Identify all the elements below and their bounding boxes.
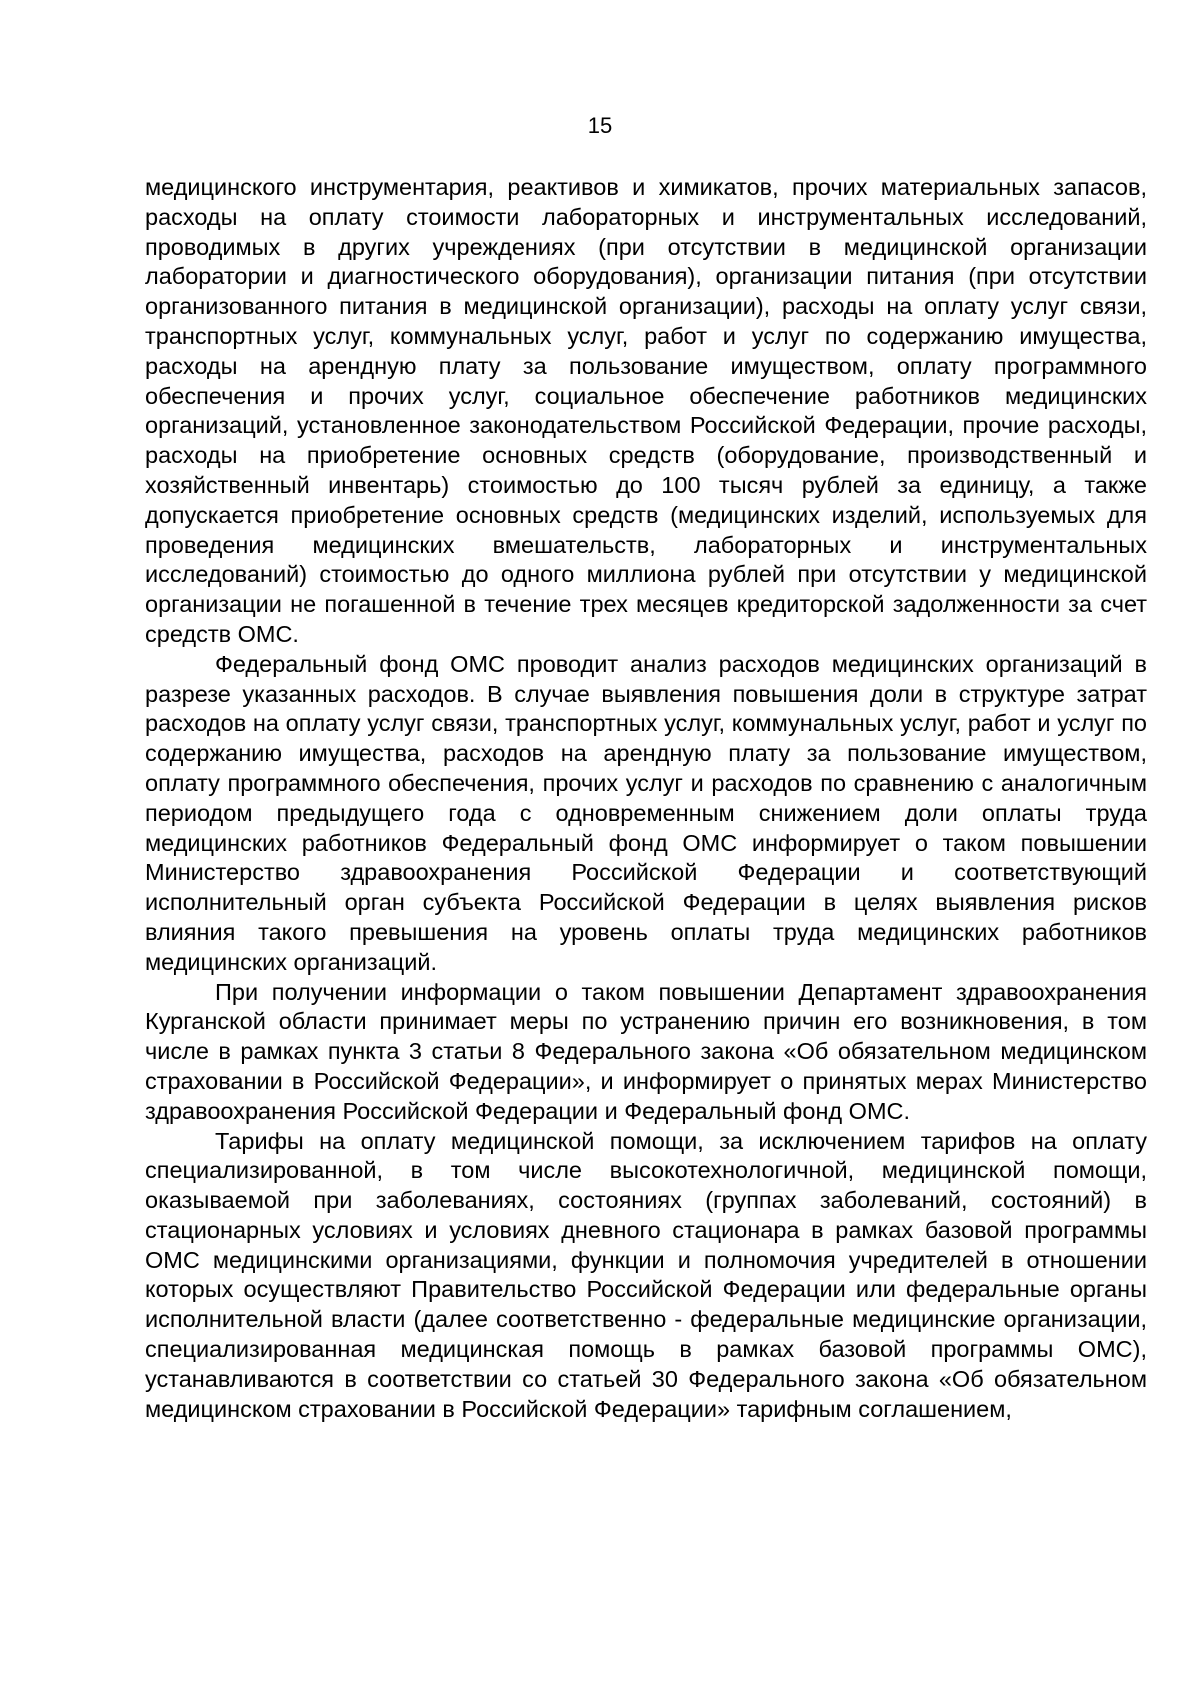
paragraph-ffoms-analysis: Федеральный фонд ОМС проводит анализ расходов медицинских организаций в разрезе указанных расходов. В случае выявления повышения доли в структуре затрат расходов на оплату услуг связи, транспортных услуг, коммунальных услуг, работ и услуг по содержанию имущества, расходов на арендную плату за пользование имуществом, оплату программного обеспечения, прочих услуг и расходов по сравнению с аналогичным периодом предыдущего года с одновременным снижением доли оплаты труда медицинских работников Федеральный фонд ОМС информирует о таком повышении Министерство здравоохранения Российской Федерации и соответствующий исполнительный орган субъекта Российской Федерации в целях выявления рисков влияния такого превышения на уровень оплаты труда медицинских работников медицинских организаций.: [145, 650, 1147, 975]
document-body: [145, 173, 1147, 1424]
page-number: 15: [587, 113, 613, 138]
paragraph-department-measures: При получении информации о таком повышении Департамент здравоохранения Курганской области принимает меры по устранению причин его возникновения, в том числе в рамках пункта 3 статьи 8 Федерального закона «Об обязательном медицинском страховании в Российской Федерации», и информирует о принятых мерах Министерство здравоохранения Российской Федерации и Федеральный фонд ОМС.: [145, 978, 1147, 1124]
paragraph-continuation: медицинского инструментария, реактивов и химикатов, прочих материальных запасов, расходы на оплату стоимости лабораторных и инструментальных исследований, проводимых в других учреждениях (при отсутствии в медицинской организации лаборатории и диагностического оборудования), организации питания (при отсутствии организованного питания в медицинской организации), расходы на оплату услуг связи, транспортных услуг, коммунальных услуг, работ и услуг по содержанию имущества, расходы на арендную плату за пользование имуществом, оплату программного обеспечения и прочих услуг, социальное обеспечение работников медицинских организаций, установленное законодательством Российской Федерации, прочие расходы, расходы на приобретение основных средств (оборудование, производственный и хозяйственный инвентарь) стоимостью до 100 тысяч рублей за единицу, а также допускается приобретение основных средств (медицинских изделий, используемых для проведения медицинских вмешательств, лабораторных и инструментальных исследований) стоимостью до одного миллиона рублей при отсутствии у медицинской организации не погашенной в течение трех месяцев кредиторской задолженности за счет средств ОМС.: [145, 174, 1147, 647]
paragraph-tariffs: Тарифы на оплату медицинской помощи, за исключением тарифов на оплату специализированной, в том числе высокотехнологичной, медицинской помощи, оказываемой при заболеваниях, состояниях (группах заболеваний, состояний) в стационарных условиях и условиях дневного стационара в рамках базовой программы ОМС медицинскими организациями, функции и полномочия учредителей в отношении которых осуществляют Правительство Российской Федерации или федеральные органы исполнительной власти (далее соответственно - федеральные медицинские организации, специализированная медицинская помощь в рамках базовой программы ОМС), устанавливаются в соответствии со статьей 30 Федерального закона «Об обязательном медицинском страховании в Российской Федерации» тарифным соглашением,: [145, 1127, 1147, 1422]
